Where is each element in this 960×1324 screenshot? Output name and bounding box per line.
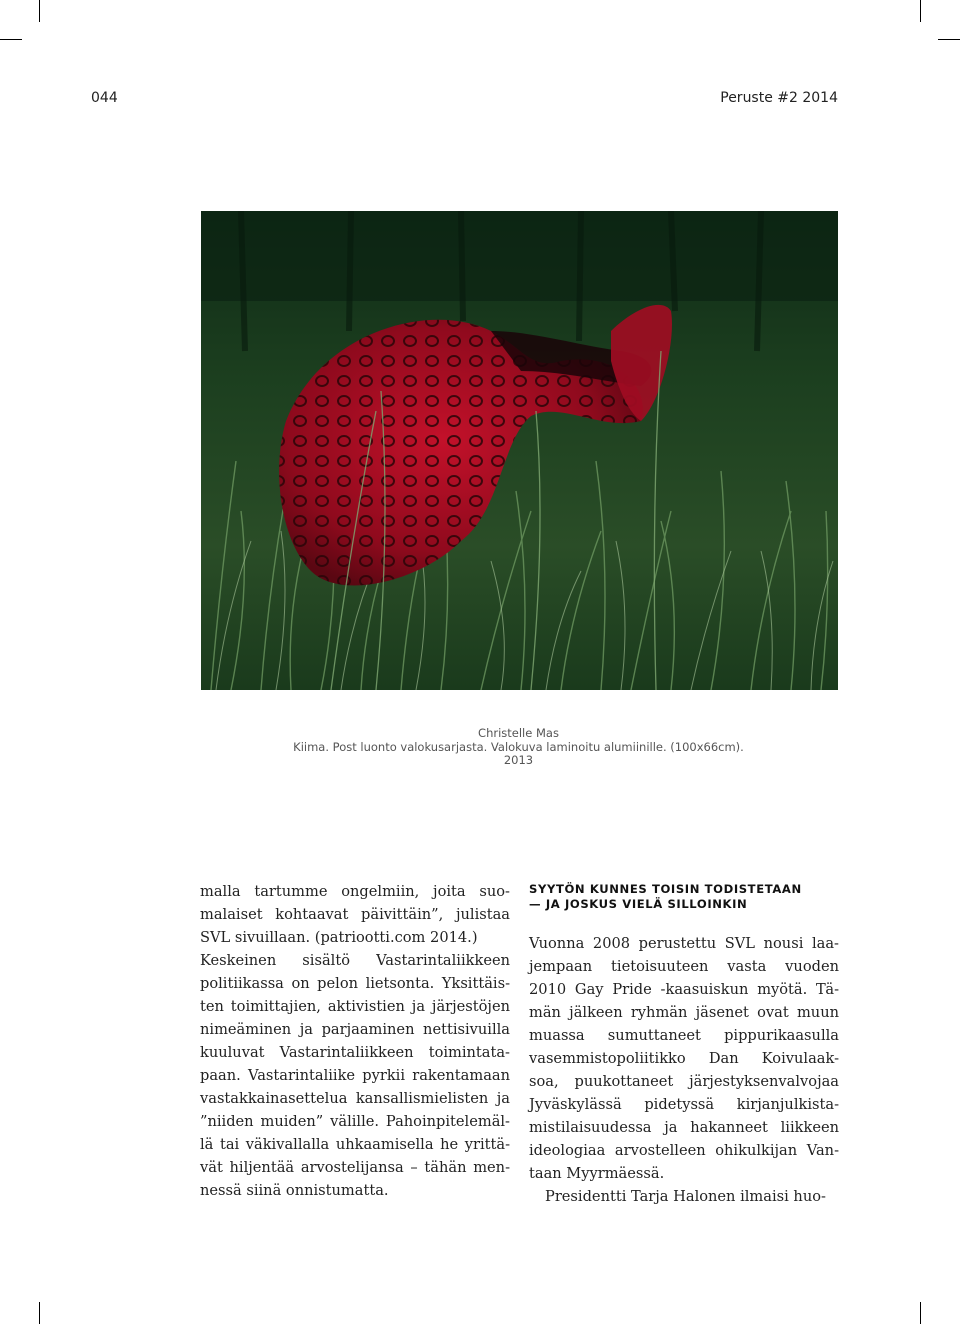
body-line: paan. Vastarintaliike pyrkii rakentamaan <box>200 1067 510 1084</box>
body-line: Presidentti Tarja Halonen ilmaisi huo- <box>545 1188 826 1205</box>
body-line: malaiset kohtaavat päivittäin”, julistaa <box>200 906 510 923</box>
body-line: lä tai väkivallalla uhkaamisella he yrittä- <box>200 1136 510 1153</box>
heading-line: SYYTÖN KUNNES TOISIN TODISTETAAN <box>529 882 802 896</box>
body-line: ”niiden muiden” välille. Pahoinpitelemäl- <box>200 1113 510 1130</box>
right-column <box>529 880 839 1208</box>
body-line: nimeäminen ja parjaaminen nettisivuilla <box>200 1021 510 1038</box>
crop-mark <box>39 0 40 22</box>
body-line: jempaan tietoisuuteen vasta vuoden <box>529 958 839 975</box>
body-line: nessä siinä onnistumatta. <box>200 1182 389 1199</box>
crop-mark <box>39 1302 40 1324</box>
publication-title: Peruste #2 2014 <box>720 90 838 106</box>
caption-year: 2013 <box>503 753 534 767</box>
caption-artist: Christelle Mas <box>478 726 559 740</box>
body-line: SVL sivuillaan. (patriootti.com 2014.) <box>200 929 478 946</box>
body-line: muassa sumuttaneet pippurikaasulla <box>529 1027 839 1044</box>
body-line: vät hiljentää arvostelijansa – tähän men- <box>200 1159 510 1176</box>
body-line: vasemmistopoliitikko Dan Koivulaak- <box>529 1050 839 1067</box>
left-column <box>200 880 510 1202</box>
heading-line: — JA JOSKUS VIELÄ SILLOINKIN <box>529 896 748 911</box>
crop-mark <box>938 39 960 40</box>
body-line: 2010 Gay Pride -kaasuiskun myötä. Tä- <box>529 981 839 998</box>
body-line: mistilaisuudessa ja hakanneet liikkeen <box>529 1119 839 1136</box>
body-line: kuuluvat Vastarintaliikkeen toimintata- <box>200 1044 510 1061</box>
body-line: Jyväskylässä pidetyssä kirjanjulkista- <box>529 1096 839 1113</box>
body-line: politiikassa on pelon lietsonta. Yksittäis- <box>200 975 510 992</box>
body-line: vastakkainasettelua kansallismielisten ja <box>200 1090 510 1107</box>
body-line: ten toimittajien, aktivistien ja järjestöjen <box>200 998 510 1015</box>
body-line: malla tartumme ongelmiin, joita suo- <box>200 883 510 900</box>
body-line: Vuonna 2008 perustettu SVL nousi laa- <box>529 935 839 952</box>
crop-mark <box>920 1302 921 1324</box>
body-line: ideologiaa arvostelleen ohikulkijan Van- <box>529 1142 839 1159</box>
body-line: män jälkeen ryhmän jäsenet ovat muun <box>529 1004 839 1021</box>
figure-caption <box>200 727 837 768</box>
crop-mark <box>0 39 22 40</box>
crop-mark <box>920 0 921 22</box>
body-line: Keskeinen sisältö Vastarintaliikkeen <box>200 952 510 969</box>
section-heading <box>529 882 839 911</box>
artwork-photo <box>201 211 838 690</box>
body-line: soa, puukottaneet järjestyksenvalvojaa <box>529 1073 839 1090</box>
page-number: 044 <box>91 90 118 106</box>
caption-details: Kiima. Post luonto valokusarjasta. Valokuva laminoitu alumiinille. (100x66cm). <box>293 739 744 754</box>
body-line: taan Myyrmäessä. <box>529 1165 665 1182</box>
